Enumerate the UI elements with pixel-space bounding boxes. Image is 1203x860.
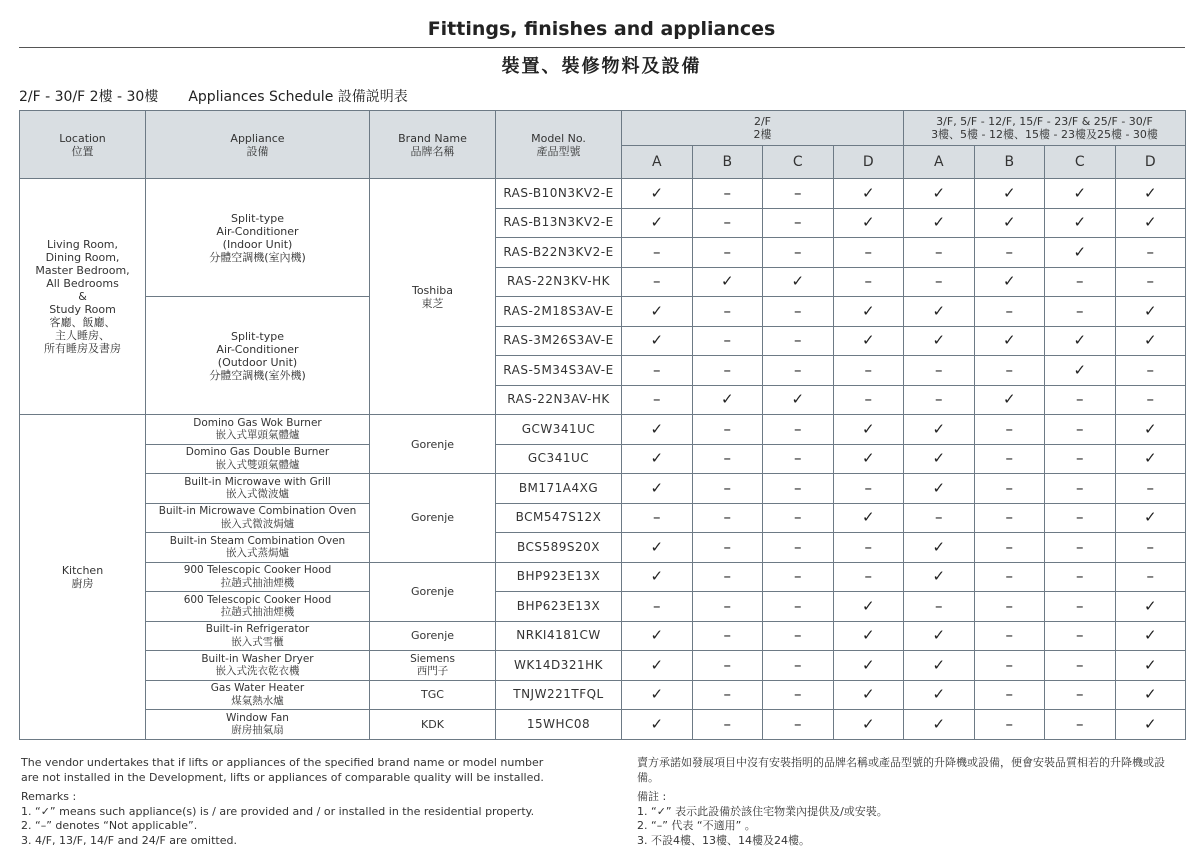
table-row	[20, 651, 1186, 681]
provision-mark-cell: ✓	[1115, 592, 1186, 622]
provision-mark-cell: –	[763, 533, 834, 563]
provision-mark-cell: ✓	[833, 179, 904, 209]
provision-mark-cell: –	[622, 592, 693, 622]
provision-mark-cell: –	[763, 415, 834, 445]
table-row	[20, 474, 1186, 504]
provision-mark-cell: ✓	[622, 562, 693, 592]
provision-mark-cell: ✓	[833, 208, 904, 238]
cell-text-line: 分體空調機(室外機)	[209, 368, 306, 382]
header-unit: D	[1115, 146, 1186, 179]
provision-mark-cell: ✓	[833, 621, 904, 651]
provision-mark-cell: ✓	[833, 710, 904, 740]
remarks-title: Remarks :	[21, 790, 77, 803]
header-unit: A	[904, 146, 975, 179]
provision-mark-cell: ✓	[622, 208, 693, 238]
table-row	[20, 179, 1186, 209]
provision-mark-cell: –	[763, 621, 834, 651]
schedule-title: Appliances Schedule 設備説明表	[188, 89, 408, 105]
provision-mark-cell: –	[763, 503, 834, 533]
appliance-cell	[146, 562, 370, 592]
provision-mark-cell: –	[692, 208, 763, 238]
provision-mark-cell: –	[1115, 474, 1186, 504]
provision-mark-cell: ✓	[904, 710, 975, 740]
cell-text-line: 嵌入式微波爐	[226, 488, 289, 501]
model-number-cell: BCM547S12X	[496, 503, 622, 533]
provision-mark-cell: ✓	[1045, 356, 1116, 386]
provision-mark-cell: –	[692, 297, 763, 327]
model-number-cell: RAS-22N3AV-HK	[496, 385, 622, 415]
cell-text-line: Gorenje	[410, 511, 455, 525]
provision-mark-cell: –	[622, 503, 693, 533]
provision-mark-cell: –	[1045, 297, 1116, 327]
provision-mark-cell: –	[622, 356, 693, 386]
model-number-cell: 15WHC08	[496, 710, 622, 740]
brand-cell	[370, 562, 496, 621]
provision-mark-cell: –	[1115, 267, 1186, 297]
provision-mark-cell: ✓	[904, 474, 975, 504]
provision-mark-cell: –	[904, 267, 975, 297]
remarks-title: 備註 :	[637, 790, 667, 803]
model-number-cell: GCW341UC	[496, 415, 622, 445]
provision-mark-cell: –	[692, 592, 763, 622]
provision-mark-cell: ✓	[904, 297, 975, 327]
provision-mark-cell: ✓	[692, 267, 763, 297]
cell-text-line: TGC	[421, 688, 444, 702]
appliance-cell	[146, 651, 370, 681]
vendor-undertaking-line: 備。	[637, 770, 659, 784]
provision-mark-cell: –	[763, 297, 834, 327]
provision-mark-cell: –	[622, 238, 693, 268]
remark-item: 1. “✓” 表示此設備於該住宅物業內提供及/或安裝。	[637, 804, 888, 818]
provision-mark-cell: –	[974, 297, 1045, 327]
header-brand: Brand Name 品牌名稱	[370, 111, 496, 179]
provision-mark-cell: –	[974, 444, 1045, 474]
notes-english	[21, 756, 581, 848]
appliance-cell	[146, 179, 370, 297]
appliance-cell	[146, 710, 370, 740]
provision-mark-cell: –	[763, 474, 834, 504]
provision-mark-cell: –	[1045, 710, 1116, 740]
provision-mark-cell: –	[974, 503, 1045, 533]
provision-mark-cell: –	[1115, 238, 1186, 268]
provision-mark-cell: –	[692, 680, 763, 710]
provision-mark-cell: ✓	[622, 326, 693, 356]
table-row	[20, 503, 1186, 533]
provision-mark-cell: –	[1045, 415, 1116, 445]
model-number-cell: RAS-B13N3KV2-E	[496, 208, 622, 238]
brand-cell	[370, 179, 496, 415]
cell-text-line: (Outdoor Unit)	[217, 355, 298, 369]
cell-text-line: 東芝	[421, 296, 444, 310]
cell-text-line: Built-in Washer Dryer	[201, 652, 314, 665]
provision-mark-cell: –	[622, 385, 693, 415]
header-group-other-floors: 3/F, 5/F - 12/F, 15/F - 23/F & 25/F - 30/F 3樓、5樓 - 12樓、15樓 - 23樓及25樓 - 30樓	[904, 111, 1186, 146]
provision-mark-cell: ✓	[904, 533, 975, 563]
cell-text-line: 主人睡房、	[55, 329, 110, 342]
provision-mark-cell: –	[763, 208, 834, 238]
remark-item: 1. “✓” means such appliance(s) is / are provided and / or installed in the residential property.	[21, 804, 535, 818]
table-row	[20, 444, 1186, 474]
cell-text-line: Domino Gas Wok Burner	[193, 416, 322, 429]
cell-text-line: Living Room,	[46, 238, 119, 251]
provision-mark-cell: –	[974, 562, 1045, 592]
table-row	[20, 562, 1186, 592]
provision-mark-cell: –	[1115, 385, 1186, 415]
remark-item: 3. 4/F, 13/F, 14/F and 24/F are omitted.	[21, 833, 237, 847]
vendor-undertaking-line: The vendor undertakes that if lifts or appliances of the specified brand name or model number	[21, 756, 544, 769]
model-number-cell: BHP923E13X	[496, 562, 622, 592]
brand-cell	[370, 621, 496, 651]
header-unit: D	[833, 146, 904, 179]
model-number-cell: WK14D321HK	[496, 651, 622, 681]
cell-text-line: 煤氣熱水爐	[231, 694, 284, 707]
cell-text-line: 廚房	[71, 576, 94, 590]
location-cell	[20, 179, 146, 415]
header-location: Location 位置	[20, 111, 146, 179]
cell-text-line: &	[78, 290, 87, 303]
cell-text-line: 嵌入式蒸焗爐	[226, 547, 289, 560]
provision-mark-cell: –	[1045, 621, 1116, 651]
provision-mark-cell: –	[1045, 503, 1116, 533]
provision-mark-cell: –	[692, 415, 763, 445]
cell-text-line: 所有睡房及書房	[44, 342, 121, 355]
provision-mark-cell: –	[692, 503, 763, 533]
cell-text-line: Built-in Microwave with Grill	[184, 475, 331, 488]
provision-mark-cell: ✓	[622, 415, 693, 445]
vendor-undertaking-line: are not installed in the Development, lifts or appliances of comparable quality will be installed.	[21, 770, 544, 784]
provision-mark-cell: ✓	[1045, 179, 1116, 209]
cell-text-line: Study Room	[49, 303, 116, 316]
provision-mark-cell: –	[763, 179, 834, 209]
provision-mark-cell: –	[833, 267, 904, 297]
cell-text-line: Master Bedroom,	[35, 264, 130, 277]
brand-cell	[370, 680, 496, 710]
cell-text-line: Gorenje	[410, 585, 455, 598]
provision-mark-cell: –	[692, 238, 763, 268]
provision-mark-cell: ✓	[1115, 208, 1186, 238]
header-unit: B	[974, 146, 1045, 179]
cell-text-line: KDK	[421, 717, 444, 731]
floor-range: 2/F - 30/F 2樓 - 30樓	[19, 89, 159, 105]
table-subtitle	[19, 86, 408, 106]
provision-mark-cell: –	[904, 385, 975, 415]
cell-text-line: 嵌入式單頭氣體爐	[215, 429, 300, 442]
provision-mark-cell: –	[904, 238, 975, 268]
appliance-cell	[146, 503, 370, 533]
provision-mark-cell: ✓	[904, 680, 975, 710]
provision-mark-cell: –	[692, 562, 763, 592]
provision-mark-cell: ✓	[904, 179, 975, 209]
provision-mark-cell: –	[833, 356, 904, 386]
provision-mark-cell: –	[904, 592, 975, 622]
model-number-cell: BCS589S20X	[496, 533, 622, 563]
provision-mark-cell: ✓	[904, 621, 975, 651]
provision-mark-cell: ✓	[622, 710, 693, 740]
provision-mark-cell: ✓	[763, 267, 834, 297]
provision-mark-cell: –	[763, 444, 834, 474]
provision-mark-cell: –	[692, 621, 763, 651]
provision-mark-cell: –	[763, 356, 834, 386]
provision-mark-cell: ✓	[1115, 651, 1186, 681]
provision-mark-cell: ✓	[833, 415, 904, 445]
cell-text-line: Gorenje	[410, 629, 455, 643]
provision-mark-cell: –	[692, 444, 763, 474]
brand-cell	[370, 474, 496, 563]
provision-mark-cell: –	[904, 356, 975, 386]
cell-text-line: 廚房抽氣扇	[231, 724, 284, 737]
cell-text-line: 客廳、飯廳、	[49, 316, 116, 329]
brand-cell	[370, 415, 496, 474]
provision-mark-cell: –	[763, 651, 834, 681]
cell-text-line: 西門子	[416, 665, 449, 678]
provision-mark-cell: ✓	[904, 208, 975, 238]
cell-text-line: Domino Gas Double Burner	[185, 446, 330, 459]
table-row	[20, 592, 1186, 622]
appliance-cell	[146, 444, 370, 474]
provision-mark-cell: ✓	[1115, 503, 1186, 533]
provision-mark-cell: ✓	[974, 267, 1045, 297]
cell-text-line: Toshiba	[411, 283, 454, 297]
provision-mark-cell: ✓	[904, 444, 975, 474]
header-unit: C	[1045, 146, 1116, 179]
provision-mark-cell: ✓	[974, 208, 1045, 238]
model-number-cell: RAS-2M18S3AV-E	[496, 297, 622, 327]
provision-mark-cell: –	[974, 710, 1045, 740]
provision-mark-cell: –	[833, 533, 904, 563]
header-model: Model No. 產品型號	[496, 111, 622, 179]
provision-mark-cell: –	[974, 238, 1045, 268]
table-row	[20, 680, 1186, 710]
provision-mark-cell: ✓	[622, 297, 693, 327]
provision-mark-cell: –	[763, 592, 834, 622]
cell-text-line: Gas Water Heater	[210, 682, 305, 695]
cell-text-line: 嵌入式雪櫃	[231, 635, 284, 648]
provision-mark-cell: ✓	[974, 385, 1045, 415]
model-number-cell: RAS-5M34S3AV-E	[496, 356, 622, 386]
table-row	[20, 297, 1186, 327]
cell-text-line: Window Fan	[226, 711, 289, 724]
cell-text-line: Siemens	[410, 652, 455, 665]
provision-mark-cell: –	[763, 562, 834, 592]
model-number-cell: GC341UC	[496, 444, 622, 474]
provision-mark-cell: ✓	[622, 444, 693, 474]
remark-item: 2. “–” denotes “Not applicable”.	[21, 819, 198, 832]
provision-mark-cell: ✓	[1115, 680, 1186, 710]
appliance-cell	[146, 621, 370, 651]
provision-mark-cell: –	[1045, 680, 1116, 710]
remark-item: 2. “–” 代表 “不適用” 。	[637, 819, 756, 832]
model-number-cell: RAS-3M26S3AV-E	[496, 326, 622, 356]
remark-item: 3. 不設4樓、13樓、14樓及24樓。	[637, 833, 810, 847]
provision-mark-cell: –	[692, 651, 763, 681]
provision-mark-cell: ✓	[622, 621, 693, 651]
provision-mark-cell: ✓	[763, 385, 834, 415]
provision-mark-cell: –	[692, 710, 763, 740]
provision-mark-cell: –	[974, 415, 1045, 445]
provision-mark-cell: ✓	[622, 651, 693, 681]
provision-mark-cell: ✓	[1045, 238, 1116, 268]
model-number-cell: BM171A4XG	[496, 474, 622, 504]
provision-mark-cell: ✓	[1115, 621, 1186, 651]
provision-mark-cell: –	[833, 238, 904, 268]
provision-mark-cell: ✓	[833, 503, 904, 533]
cell-text-line: Dining Room,	[45, 251, 120, 264]
provision-mark-cell: ✓	[904, 415, 975, 445]
brand-cell	[370, 710, 496, 740]
page-title-en: Fittings, finishes and appliances	[427, 18, 776, 40]
provision-mark-cell: –	[1115, 356, 1186, 386]
cell-text-line: 拉趟式抽油煙機	[220, 576, 295, 589]
location-cell	[20, 415, 146, 740]
provision-mark-cell: –	[974, 651, 1045, 681]
header-unit: A	[622, 146, 693, 179]
provision-mark-cell: ✓	[1045, 208, 1116, 238]
provision-mark-cell: –	[974, 533, 1045, 563]
provision-mark-cell: ✓	[622, 533, 693, 563]
provision-mark-cell: ✓	[622, 179, 693, 209]
provision-mark-cell: –	[1045, 267, 1116, 297]
provision-mark-cell: ✓	[622, 474, 693, 504]
provision-mark-cell: –	[1045, 385, 1116, 415]
header-appliance: Appliance 設備	[146, 111, 370, 179]
cell-text-line: 嵌入式洗衣乾衣機	[215, 665, 300, 678]
cell-text-line: Built-in Steam Combination Oven	[169, 534, 346, 547]
provision-mark-cell: –	[1045, 474, 1116, 504]
model-number-cell: RAS-B10N3KV2-E	[496, 179, 622, 209]
provision-mark-cell: ✓	[1115, 326, 1186, 356]
provision-mark-cell: ✓	[833, 297, 904, 327]
model-number-cell: RAS-22N3KV-HK	[496, 267, 622, 297]
cell-text-line: (Indoor Unit)	[222, 237, 293, 251]
cell-text-line: All Bedrooms	[46, 277, 119, 290]
header-unit: C	[763, 146, 834, 179]
provision-mark-cell: –	[974, 356, 1045, 386]
provision-mark-cell: –	[974, 680, 1045, 710]
title-divider	[19, 47, 1185, 48]
provision-mark-cell: –	[833, 385, 904, 415]
provision-mark-cell: ✓	[1115, 179, 1186, 209]
appliance-cell	[146, 592, 370, 622]
provision-mark-cell: ✓	[1045, 326, 1116, 356]
provision-mark-cell: ✓	[1115, 710, 1186, 740]
provision-mark-cell: –	[692, 474, 763, 504]
provision-mark-cell: –	[692, 179, 763, 209]
provision-mark-cell: –	[833, 474, 904, 504]
provision-mark-cell: ✓	[974, 179, 1045, 209]
provision-mark-cell: –	[1045, 651, 1116, 681]
provision-mark-cell: –	[1045, 592, 1116, 622]
provision-mark-cell: ✓	[833, 592, 904, 622]
provision-mark-cell: –	[974, 621, 1045, 651]
provision-mark-cell: –	[763, 710, 834, 740]
cell-text-line: Air-Conditioner	[216, 224, 299, 238]
provision-mark-cell: –	[692, 326, 763, 356]
provision-mark-cell: –	[1115, 562, 1186, 592]
provision-mark-cell: –	[692, 356, 763, 386]
provision-mark-cell: –	[763, 238, 834, 268]
provision-mark-cell: ✓	[1115, 444, 1186, 474]
provision-mark-cell: ✓	[1115, 415, 1186, 445]
provision-mark-cell: ✓	[833, 651, 904, 681]
cell-text-line: Air-Conditioner	[216, 342, 299, 356]
model-number-cell: NRKI4181CW	[496, 621, 622, 651]
provision-mark-cell: ✓	[904, 326, 975, 356]
provision-mark-cell: –	[1045, 444, 1116, 474]
provision-mark-cell: –	[692, 533, 763, 563]
header-unit: B	[692, 146, 763, 179]
appliance-cell	[146, 680, 370, 710]
vendor-undertaking-line: 賣方承諾如發展項目中沒有安裝指明的品牌名稱或產品型號的升降機或設備，便會安裝品質相若的升降機或設	[637, 756, 1165, 769]
cell-text-line: 900 Telescopic Cooker Hood	[183, 564, 332, 577]
cell-text-line: 嵌入式微波焗爐	[220, 517, 295, 530]
model-number-cell: TNJW221TFQL	[496, 680, 622, 710]
provision-mark-cell: –	[974, 474, 1045, 504]
appliance-cell	[146, 533, 370, 563]
table-row	[20, 415, 1186, 445]
provision-mark-cell: –	[833, 562, 904, 592]
cell-text-line: 600 Telescopic Cooker Hood	[183, 593, 332, 606]
cell-text-line: Built-in Refrigerator	[205, 623, 310, 636]
page-title-zh: 裝置、裝修物料及設備	[501, 56, 702, 77]
table-row	[20, 621, 1186, 651]
provision-mark-cell: ✓	[904, 651, 975, 681]
provision-mark-cell: ✓	[1115, 297, 1186, 327]
provision-mark-cell: ✓	[833, 326, 904, 356]
appliance-cell	[146, 415, 370, 445]
provision-mark-cell: –	[763, 326, 834, 356]
cell-text-line: 嵌入式雙頭氣體爐	[215, 458, 300, 471]
provision-mark-cell: ✓	[974, 326, 1045, 356]
cell-text-line: 分體空調機(室內機)	[209, 250, 306, 264]
table-row	[20, 533, 1186, 563]
provision-mark-cell: –	[622, 267, 693, 297]
provision-mark-cell: –	[1045, 533, 1116, 563]
provision-mark-cell: ✓	[833, 680, 904, 710]
provision-mark-cell: –	[1115, 533, 1186, 563]
provision-mark-cell: ✓	[904, 562, 975, 592]
appliance-cell	[146, 474, 370, 504]
cell-text-line: Kitchen	[61, 563, 104, 577]
provision-mark-cell: –	[904, 503, 975, 533]
provision-mark-cell: ✓	[622, 680, 693, 710]
notes-chinese	[637, 756, 1187, 848]
header-group-2f: 2/F 2樓	[622, 111, 904, 146]
provision-mark-cell: ✓	[833, 444, 904, 474]
brand-cell	[370, 651, 496, 681]
table-row	[20, 710, 1186, 740]
provision-mark-cell: –	[763, 680, 834, 710]
model-number-cell: BHP623E13X	[496, 592, 622, 622]
cell-text-line: Split-type	[231, 329, 284, 343]
cell-text-line: Gorenje	[410, 437, 455, 451]
model-number-cell: RAS-B22N3KV2-E	[496, 238, 622, 268]
provision-mark-cell: ✓	[692, 385, 763, 415]
cell-text-line: 拉趟式抽油煙機	[220, 606, 295, 619]
cell-text-line: Split-type	[231, 211, 284, 225]
provision-mark-cell: –	[974, 592, 1045, 622]
appliance-cell	[146, 297, 370, 415]
cell-text-line: Built-in Microwave Combination Oven	[158, 505, 357, 518]
provision-mark-cell: –	[1045, 562, 1116, 592]
appliances-schedule-table	[19, 110, 1186, 740]
